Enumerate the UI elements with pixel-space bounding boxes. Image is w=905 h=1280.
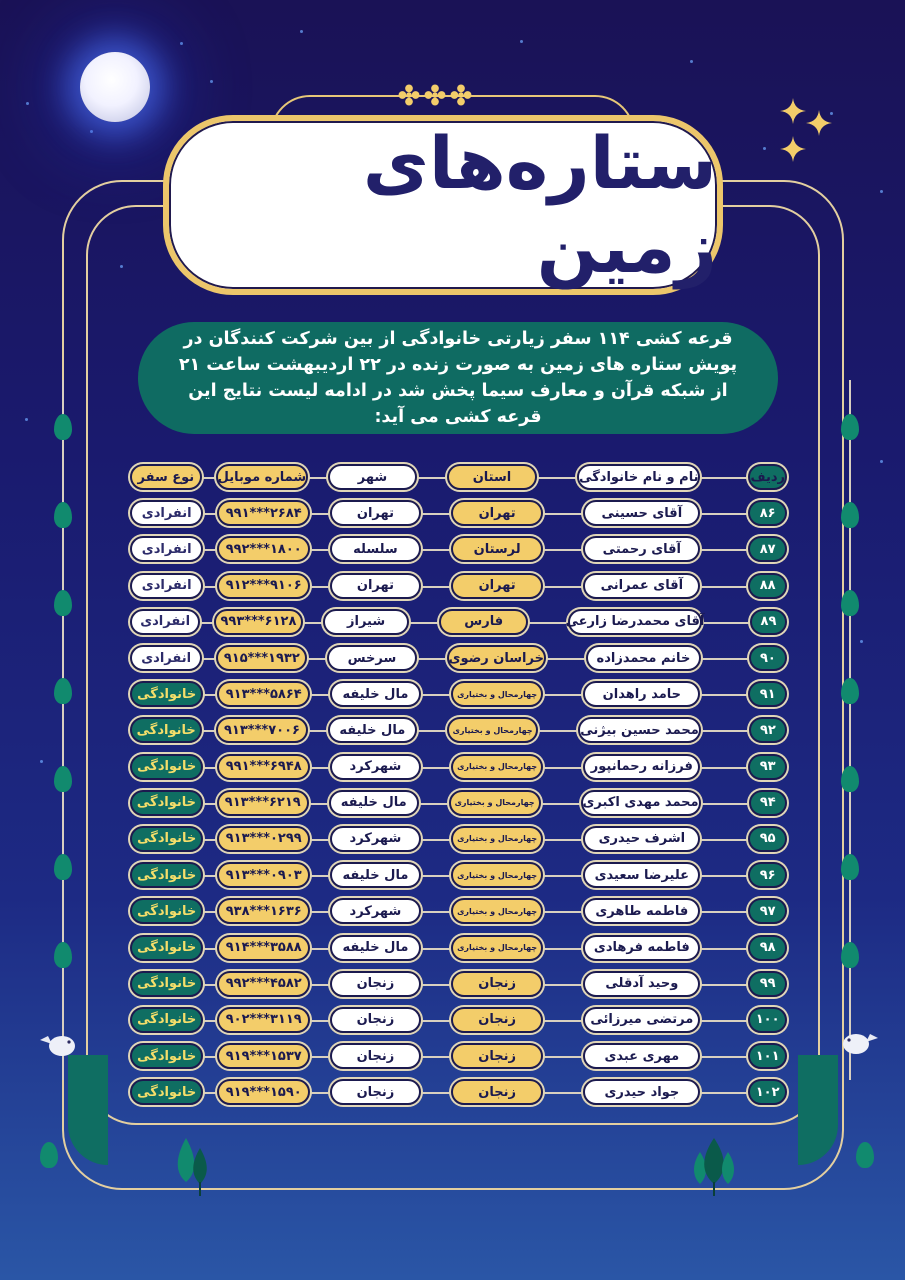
cell-city: مال خلیفه: [330, 681, 421, 707]
tassel-icon: [54, 766, 72, 792]
tree-icon: [690, 1138, 740, 1198]
cell-trip-type: خانوادگی: [130, 1007, 203, 1033]
table-row: [130, 929, 787, 965]
star-dot: [880, 190, 883, 193]
poster-title: ستاره‌های زمین: [362, 121, 717, 289]
cell-province: تهران: [451, 573, 544, 599]
cell-name: محمد حسین بیژنی: [578, 717, 701, 743]
cell-province: زنجان: [451, 971, 544, 997]
flower-ornament-icon: [450, 84, 472, 106]
sparkle-star-icon: [780, 98, 806, 124]
cell-province: لرستان: [451, 536, 544, 562]
header-name: نام و نام خانوادگی: [577, 464, 700, 490]
cell-index: ۸۶: [748, 500, 787, 526]
cell-mobile: ۹۳۸***۱۶۳۶: [217, 898, 310, 924]
cell-trip-type: خانوادگی: [130, 826, 203, 852]
tassel-icon: [841, 766, 859, 792]
right-tassel-string: [849, 380, 851, 1080]
cell-index: ۹۵: [748, 826, 787, 852]
cell-name: حامد راهدان: [583, 681, 700, 707]
cell-name: آقای رحمتی: [583, 536, 700, 562]
cell-index: ۹۳: [748, 754, 787, 780]
bird-icon: [838, 1028, 882, 1058]
cell-city: تهران: [330, 573, 421, 599]
cell-province: چهارمحال و بختیاری: [451, 754, 544, 780]
cell-mobile: ۹۹۱***۲۶۸۴: [217, 500, 310, 526]
table-row: [130, 568, 787, 604]
table-row: [130, 640, 787, 676]
cell-index: ۹۴: [749, 790, 787, 816]
table-row: [130, 495, 787, 531]
header-province: استان: [447, 464, 537, 490]
cell-trip-type: خانوادگی: [130, 898, 203, 924]
star-dot: [210, 80, 213, 83]
cell-mobile: ۹۹۳***۶۱۲۸: [214, 609, 302, 635]
cell-city: زنجان: [330, 1043, 421, 1069]
cell-trip-type: انفرادی: [130, 645, 202, 671]
cell-mobile: ۹۱۴***۳۵۸۸: [217, 935, 310, 961]
cell-index: ۹۷: [748, 898, 787, 924]
cell-mobile: ۹۱۳***۷۰۰۶: [216, 717, 307, 743]
header-index: ردیف: [748, 464, 787, 490]
cell-province: چهارمحال و بختیاری: [451, 862, 544, 888]
cell-name: جواد حیدری: [583, 1079, 700, 1105]
cell-city: مال خلیفه: [329, 790, 419, 816]
cell-name: علیرضا سعیدی: [583, 862, 700, 888]
cell-province: زنجان: [451, 1007, 544, 1033]
cell-province: تهران: [451, 500, 544, 526]
cell-trip-type: خانوادگی: [130, 1079, 203, 1105]
cell-trip-type: خانوادگی: [130, 935, 203, 961]
cell-name: آقای عمرانی: [583, 573, 700, 599]
tassel-icon: [841, 854, 859, 880]
star-dot: [860, 640, 863, 643]
tassel-icon: [841, 414, 859, 440]
star-dot: [690, 60, 693, 63]
cell-mobile: ۹۰۲***۳۱۱۹: [217, 1007, 310, 1033]
table-row: [130, 785, 787, 821]
table-row: [130, 531, 787, 567]
cell-trip-type: خانوادگی: [130, 681, 203, 707]
results-table: [130, 459, 787, 1110]
cell-city: زنجان: [330, 971, 421, 997]
tassel-icon: [841, 590, 859, 616]
cell-index: ۹۸: [748, 935, 787, 961]
tassel-icon: [54, 414, 72, 440]
cell-name: آقای حسینی: [583, 500, 700, 526]
cell-mobile: ۹۱۳***۰۲۹۹: [217, 826, 310, 852]
cell-mobile: ۹۱۳***۶۲۱۹: [217, 790, 309, 816]
cell-mobile: ۹۱۵***۱۹۳۲: [216, 645, 307, 671]
cell-index: ۸۹: [750, 609, 787, 635]
cell-city: مال خلیفه: [330, 862, 421, 888]
cell-index: ۹۹: [748, 971, 787, 997]
star-dot: [40, 760, 43, 763]
tassel-icon: [54, 678, 72, 704]
tassel-icon: [54, 854, 72, 880]
cell-name: خانم محمدزاده: [586, 645, 701, 671]
star-dot: [880, 460, 883, 463]
cell-mobile: ۹۹۱***۶۹۴۸: [217, 754, 310, 780]
cell-name: اشرف حیدری: [583, 826, 700, 852]
star-dot: [300, 30, 303, 33]
table-row: [130, 712, 787, 748]
tassel-icon: [54, 942, 72, 968]
cell-index: ۹۲: [749, 717, 787, 743]
table-row: [130, 857, 787, 893]
cell-mobile: ۹۹۲***۱۸۰۰: [217, 536, 310, 562]
cell-index: ۱۰۱: [748, 1043, 787, 1069]
sparkle-star-icon: [806, 110, 832, 136]
cell-index: ۸۸: [748, 573, 787, 599]
cell-mobile: ۹۱۳***۵۸۶۴: [217, 681, 310, 707]
flower-ornament-icon: [398, 84, 420, 106]
cell-province: چهارمحال و بختیاری: [449, 790, 541, 816]
cell-trip-type: انفرادی: [130, 536, 203, 562]
cell-index: ۹۱: [748, 681, 787, 707]
cell-province: چهارمحال و بختیاری: [447, 717, 538, 743]
tassel-icon: [856, 1142, 874, 1168]
star-dot: [90, 130, 93, 133]
table-row: [130, 604, 787, 640]
cell-province: چهارمحال و بختیاری: [451, 898, 544, 924]
table-row: [130, 1074, 787, 1110]
cell-city: شهرکرد: [330, 898, 421, 924]
cell-province: فارس: [439, 609, 527, 635]
star-dot: [25, 418, 28, 421]
cell-mobile: ۹۱۲***۹۱۰۶: [217, 573, 310, 599]
cell-city: مال خلیفه: [330, 935, 421, 961]
table-row: [130, 1002, 787, 1038]
tassel-icon: [54, 590, 72, 616]
table-row: [130, 893, 787, 929]
star-dot: [520, 40, 523, 43]
table-row: [130, 749, 787, 785]
cell-mobile: ۹۱۹***۱۵۹۰: [217, 1079, 310, 1105]
cell-province: چهارمحال و بختیاری: [451, 935, 544, 961]
cell-index: ۱۰۲: [748, 1079, 787, 1105]
moon-icon: [80, 52, 150, 122]
tassel-icon: [841, 502, 859, 528]
cell-trip-type: خانوادگی: [130, 754, 203, 780]
cell-city: زنجان: [330, 1007, 421, 1033]
flower-ornament-icon: [424, 84, 446, 106]
cell-name: فرزانه رحمانپور: [583, 754, 700, 780]
table-row: [130, 676, 787, 712]
header-trip-type: نوع سفر: [130, 464, 202, 490]
cell-province: خراسان رضوی: [447, 645, 546, 671]
cell-trip-type: خانوادگی: [130, 790, 203, 816]
cell-name: فاطمه فرهادی: [583, 935, 700, 961]
star-dot: [26, 102, 29, 105]
cell-city: شیراز: [323, 609, 410, 635]
star-dot: [763, 147, 766, 150]
cell-index: ۸۷: [748, 536, 787, 562]
table-header-row: [130, 459, 787, 495]
cell-name: وحید آدقلی: [583, 971, 700, 997]
cell-name: مرتضی میرزائی: [583, 1007, 700, 1033]
cell-province: چهارمحال و بختیاری: [451, 826, 544, 852]
table-row: [130, 821, 787, 857]
tassel-icon: [841, 678, 859, 704]
cell-mobile: ۹۱۹***۱۵۳۷: [217, 1043, 310, 1069]
cell-city: زنجان: [330, 1079, 421, 1105]
cell-city: تهران: [330, 500, 421, 526]
cell-trip-type: انفرادی: [130, 609, 200, 635]
cell-province: زنجان: [451, 1043, 544, 1069]
cell-index: ۱۰۰: [748, 1007, 787, 1033]
title-banner: [163, 115, 723, 295]
cell-trip-type: خانوادگی: [130, 971, 203, 997]
cell-city: سرخس: [327, 645, 416, 671]
sparkle-star-icon: [780, 136, 806, 162]
cell-trip-type: خانوادگی: [130, 1043, 203, 1069]
tree-icon: [172, 1138, 212, 1198]
cell-mobile: ۹۹۲***۴۵۸۲: [217, 971, 310, 997]
cell-mobile: ۹۱۳***۰۹۰۳: [217, 862, 310, 888]
cell-trip-type: خانوادگی: [130, 717, 202, 743]
tassel-icon: [40, 1142, 58, 1168]
cell-province: چهارمحال و بختیاری: [451, 681, 544, 707]
table-body: [130, 495, 787, 1110]
star-dot: [180, 42, 183, 45]
cell-name: محمد مهدی اکبری: [581, 790, 701, 816]
cell-city: شهرکرد: [330, 754, 421, 780]
cell-index: ۹۰: [749, 645, 787, 671]
cell-name: فاطمه طاهری: [583, 898, 700, 924]
cell-index: ۹۶: [748, 862, 787, 888]
cell-name: مهری عبدی: [583, 1043, 700, 1069]
cell-trip-type: انفرادی: [130, 500, 203, 526]
header-city: شهر: [328, 464, 417, 490]
cell-trip-type: انفرادی: [130, 573, 203, 599]
cell-province: زنجان: [451, 1079, 544, 1105]
left-tassel-string: [62, 380, 64, 1080]
cell-trip-type: خانوادگی: [130, 862, 203, 888]
tassel-icon: [841, 942, 859, 968]
cell-city: مال خلیفه: [328, 717, 417, 743]
table-row: [130, 1038, 787, 1074]
cell-city: شهرکرد: [330, 826, 421, 852]
cell-name: آقای محمدرضا زارعی: [568, 609, 702, 635]
tassel-icon: [54, 502, 72, 528]
cell-city: سلسله: [330, 536, 421, 562]
intro-text: قرعه کشی ۱۱۴ سفر زیارتی خانوادگی از بین شرکت کنندگان در پویش ستاره های زمین به صورت زنده در ۲۲ اردیبهشت ساعت ۲۱ از شبکه قرآن و معارف سیما پخش شد در ادامه لیست نتایج این قرعه کشی می آید:: [178, 329, 738, 427]
intro-banner: [138, 322, 778, 434]
table-row: [130, 966, 787, 1002]
header-mobile: شماره موبایل: [216, 464, 309, 490]
